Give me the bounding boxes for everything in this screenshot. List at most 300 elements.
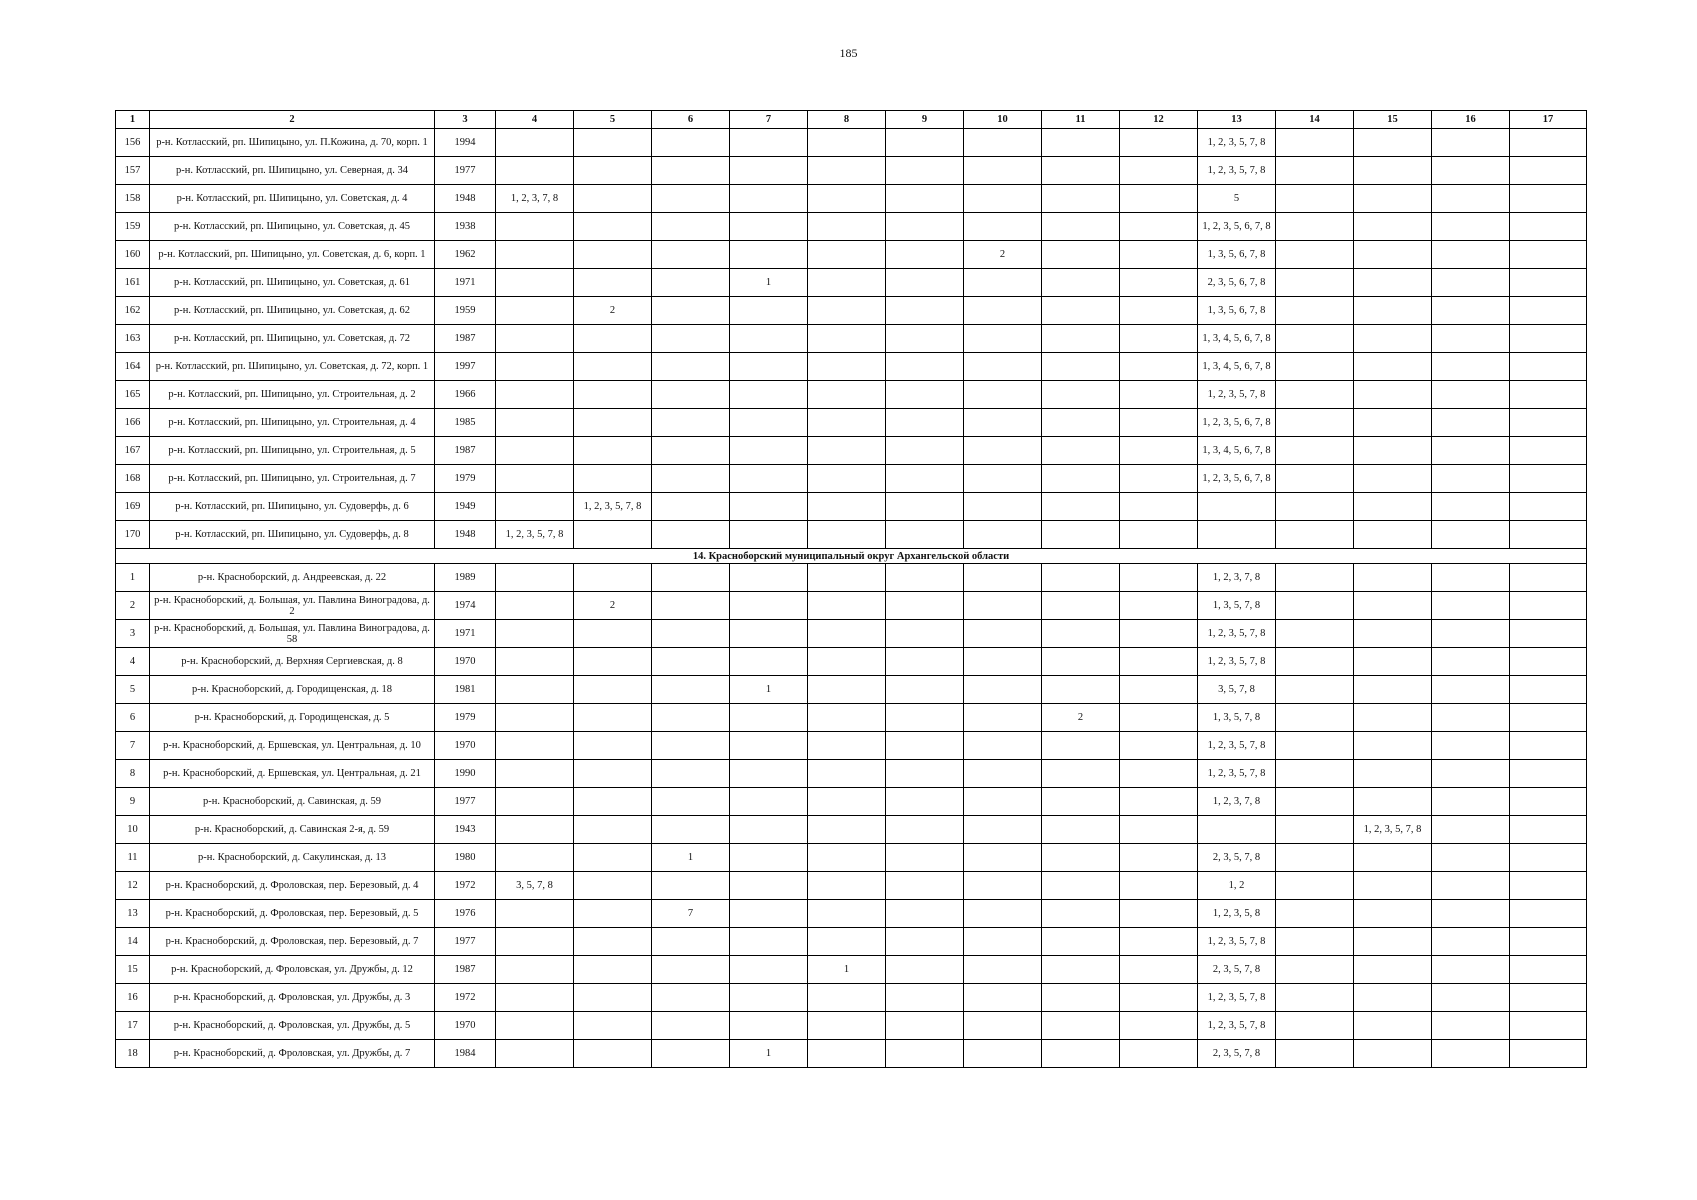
table-cell bbox=[1510, 648, 1587, 676]
table-cell bbox=[1276, 760, 1354, 788]
address-cell: р-н. Котласский, рп. Шипицыно, ул. Строительная, д. 2 bbox=[150, 381, 435, 409]
table-cell bbox=[1120, 521, 1198, 549]
table-cell bbox=[1042, 465, 1120, 493]
year-cell: 1938 bbox=[435, 213, 496, 241]
table-cell bbox=[1510, 157, 1587, 185]
table-cell bbox=[1432, 129, 1510, 157]
table-cell bbox=[496, 325, 574, 353]
row-number: 170 bbox=[116, 521, 150, 549]
table-cell bbox=[808, 648, 886, 676]
table-cell bbox=[1432, 564, 1510, 592]
row-number: 169 bbox=[116, 493, 150, 521]
table-cell bbox=[1120, 157, 1198, 185]
table-cell bbox=[730, 872, 808, 900]
table-cell bbox=[574, 984, 652, 1012]
table-cell bbox=[1042, 676, 1120, 704]
table-cell bbox=[1432, 872, 1510, 900]
table-cell bbox=[886, 325, 964, 353]
year-cell: 1980 bbox=[435, 844, 496, 872]
table-cell bbox=[1120, 185, 1198, 213]
table-cell bbox=[496, 129, 574, 157]
table-cell bbox=[730, 241, 808, 269]
table-cell bbox=[808, 704, 886, 732]
table-cell bbox=[652, 381, 730, 409]
data-table bbox=[115, 110, 1587, 1068]
table-cell bbox=[808, 157, 886, 185]
table-cell bbox=[1510, 900, 1587, 928]
table-cell bbox=[808, 1040, 886, 1068]
table-row bbox=[116, 185, 1587, 213]
table-cell bbox=[496, 928, 574, 956]
table-cell bbox=[1042, 1012, 1120, 1040]
table-cell bbox=[652, 409, 730, 437]
column-header: 12 bbox=[1120, 111, 1198, 129]
table-cell bbox=[652, 325, 730, 353]
table-cell bbox=[1120, 325, 1198, 353]
table-cell bbox=[574, 325, 652, 353]
row-number: 5 bbox=[116, 676, 150, 704]
table-cell: 1, 2, 3, 5, 8 bbox=[1198, 900, 1276, 928]
table-cell: 1, 3, 5, 7, 8 bbox=[1198, 592, 1276, 620]
table-row bbox=[116, 157, 1587, 185]
table-cell: 1, 2, 3, 5, 7, 8 bbox=[1198, 1012, 1276, 1040]
table-cell bbox=[496, 648, 574, 676]
table-cell bbox=[1120, 437, 1198, 465]
table-cell bbox=[886, 928, 964, 956]
column-header: 15 bbox=[1354, 111, 1432, 129]
table-cell bbox=[1510, 493, 1587, 521]
table-cell bbox=[574, 353, 652, 381]
table-cell bbox=[730, 1012, 808, 1040]
table-cell bbox=[496, 297, 574, 325]
table-cell bbox=[1432, 984, 1510, 1012]
table-cell bbox=[496, 956, 574, 984]
table-cell: 2 bbox=[964, 241, 1042, 269]
table-cell bbox=[1120, 592, 1198, 620]
table-cell bbox=[574, 928, 652, 956]
table-cell bbox=[1276, 872, 1354, 900]
table-cell bbox=[1510, 185, 1587, 213]
table-cell bbox=[1510, 872, 1587, 900]
table-cell bbox=[1432, 465, 1510, 493]
table-cell bbox=[808, 564, 886, 592]
row-number: 10 bbox=[116, 816, 150, 844]
table-cell bbox=[1042, 732, 1120, 760]
table-cell bbox=[652, 213, 730, 241]
year-cell: 1989 bbox=[435, 564, 496, 592]
table-cell: 3, 5, 7, 8 bbox=[1198, 676, 1276, 704]
year-cell: 1972 bbox=[435, 984, 496, 1012]
table-cell bbox=[1432, 956, 1510, 984]
table-cell bbox=[1198, 493, 1276, 521]
table-cell bbox=[1276, 297, 1354, 325]
table-cell bbox=[496, 1040, 574, 1068]
table-cell bbox=[964, 648, 1042, 676]
year-cell: 1966 bbox=[435, 381, 496, 409]
table-cell bbox=[1354, 956, 1432, 984]
table-cell bbox=[496, 493, 574, 521]
table-cell: 1, 2, 3, 5, 6, 7, 8 bbox=[1198, 213, 1276, 241]
table-cell bbox=[730, 788, 808, 816]
table-cell bbox=[1120, 788, 1198, 816]
table-cell bbox=[1042, 353, 1120, 381]
address-cell: р-н. Котласский, рп. Шипицыно, ул. Северная, д. 34 bbox=[150, 157, 435, 185]
year-cell: 1977 bbox=[435, 157, 496, 185]
table-cell bbox=[1432, 620, 1510, 648]
table-cell bbox=[1432, 928, 1510, 956]
table-cell bbox=[1120, 353, 1198, 381]
table-row bbox=[116, 900, 1587, 928]
table-cell bbox=[730, 325, 808, 353]
table-cell bbox=[1276, 676, 1354, 704]
table-cell bbox=[1276, 381, 1354, 409]
table-cell bbox=[1042, 437, 1120, 465]
table-cell bbox=[652, 564, 730, 592]
table-cell: 1, 3, 4, 5, 6, 7, 8 bbox=[1198, 353, 1276, 381]
table-row bbox=[116, 984, 1587, 1012]
table-cell bbox=[574, 760, 652, 788]
table-cell bbox=[1276, 409, 1354, 437]
year-cell: 1971 bbox=[435, 620, 496, 648]
table-cell bbox=[730, 760, 808, 788]
year-cell: 1974 bbox=[435, 592, 496, 620]
table-cell bbox=[1510, 620, 1587, 648]
year-cell: 1990 bbox=[435, 760, 496, 788]
row-number: 3 bbox=[116, 620, 150, 648]
table-cell bbox=[1042, 269, 1120, 297]
table-cell: 1, 2, 3, 5, 7, 8 bbox=[1198, 648, 1276, 676]
table-cell bbox=[1042, 592, 1120, 620]
year-cell: 1970 bbox=[435, 1012, 496, 1040]
table-cell bbox=[1510, 437, 1587, 465]
row-number: 165 bbox=[116, 381, 150, 409]
table-row bbox=[116, 956, 1587, 984]
table-cell bbox=[496, 269, 574, 297]
table-row bbox=[116, 1012, 1587, 1040]
table-cell: 1, 2, 3, 5, 7, 8 bbox=[1198, 732, 1276, 760]
table-cell bbox=[1510, 816, 1587, 844]
table-cell bbox=[1198, 521, 1276, 549]
table-cell bbox=[1042, 381, 1120, 409]
table-cell bbox=[1510, 928, 1587, 956]
table-cell bbox=[574, 956, 652, 984]
table-cell bbox=[1510, 465, 1587, 493]
row-number: 1 bbox=[116, 564, 150, 592]
table-cell bbox=[1354, 409, 1432, 437]
address-cell: р-н. Красноборский, д. Фроловская, пер. Березовый, д. 4 bbox=[150, 872, 435, 900]
table-cell: 1, 2, 3, 7, 8 bbox=[496, 185, 574, 213]
address-cell: р-н. Красноборский, д. Фроловская, ул. Дружбы, д. 7 bbox=[150, 1040, 435, 1068]
table-cell bbox=[652, 353, 730, 381]
table-cell bbox=[496, 732, 574, 760]
year-cell: 1981 bbox=[435, 676, 496, 704]
row-number: 8 bbox=[116, 760, 150, 788]
table-cell bbox=[730, 984, 808, 1012]
table-cell bbox=[1354, 157, 1432, 185]
table-cell bbox=[964, 437, 1042, 465]
table-cell bbox=[886, 269, 964, 297]
table-body bbox=[116, 129, 1587, 1068]
address-cell: р-н. Котласский, рп. Шипицыно, ул. Советская, д. 45 bbox=[150, 213, 435, 241]
table-cell bbox=[964, 185, 1042, 213]
table-cell: 1, 2, 3, 7, 8 bbox=[1198, 564, 1276, 592]
table-cell: 1, 2, 3, 5, 7, 8 bbox=[1198, 157, 1276, 185]
table-cell bbox=[574, 564, 652, 592]
table-cell bbox=[1432, 325, 1510, 353]
table-cell bbox=[808, 353, 886, 381]
table-cell bbox=[964, 928, 1042, 956]
table-cell bbox=[730, 648, 808, 676]
table-cell bbox=[886, 241, 964, 269]
table-cell bbox=[808, 788, 886, 816]
table-cell bbox=[886, 213, 964, 241]
table-cell bbox=[886, 704, 964, 732]
table-cell bbox=[1432, 381, 1510, 409]
year-cell: 1985 bbox=[435, 409, 496, 437]
table-cell bbox=[730, 521, 808, 549]
table-cell bbox=[1432, 157, 1510, 185]
table-cell bbox=[1510, 381, 1587, 409]
table-cell bbox=[1354, 241, 1432, 269]
table-cell bbox=[964, 213, 1042, 241]
table-cell bbox=[1276, 129, 1354, 157]
table-cell bbox=[1276, 928, 1354, 956]
table-cell bbox=[1276, 1012, 1354, 1040]
table-cell bbox=[886, 129, 964, 157]
table-cell bbox=[886, 564, 964, 592]
table-cell bbox=[730, 844, 808, 872]
section-title: 14. Красноборский муниципальный округ Архангельской области bbox=[116, 549, 1587, 564]
table-cell: 2 bbox=[574, 297, 652, 325]
table-cell: 1, 3, 4, 5, 6, 7, 8 bbox=[1198, 325, 1276, 353]
table-cell bbox=[496, 676, 574, 704]
address-cell: р-н. Красноборский, д. Савинская 2-я, д. 59 bbox=[150, 816, 435, 844]
table-row bbox=[116, 872, 1587, 900]
table-cell bbox=[730, 493, 808, 521]
address-cell: р-н. Красноборский, д. Савинская, д. 59 bbox=[150, 788, 435, 816]
table-row bbox=[116, 297, 1587, 325]
table-cell bbox=[964, 493, 1042, 521]
table-cell bbox=[496, 816, 574, 844]
table-cell bbox=[964, 592, 1042, 620]
table-cell bbox=[1042, 129, 1120, 157]
year-cell: 1977 bbox=[435, 788, 496, 816]
table-cell bbox=[808, 1012, 886, 1040]
table-cell bbox=[808, 297, 886, 325]
table-cell bbox=[652, 704, 730, 732]
table-cell bbox=[574, 241, 652, 269]
table-cell bbox=[730, 353, 808, 381]
table-cell bbox=[1432, 704, 1510, 732]
year-cell: 1997 bbox=[435, 353, 496, 381]
table-row bbox=[116, 353, 1587, 381]
table-cell bbox=[1120, 984, 1198, 1012]
row-number: 163 bbox=[116, 325, 150, 353]
address-cell: р-н. Красноборский, д. Андреевская, д. 22 bbox=[150, 564, 435, 592]
table-cell bbox=[1120, 129, 1198, 157]
table-cell bbox=[1354, 381, 1432, 409]
header-row bbox=[116, 111, 1587, 129]
table-cell bbox=[964, 956, 1042, 984]
table-cell: 1, 2, 3, 5, 7, 8 bbox=[1198, 620, 1276, 648]
table-cell bbox=[886, 465, 964, 493]
address-cell: р-н. Красноборский, д. Сакулинская, д. 13 bbox=[150, 844, 435, 872]
table-row bbox=[116, 928, 1587, 956]
table-cell bbox=[1120, 465, 1198, 493]
table-cell bbox=[496, 353, 574, 381]
table-cell bbox=[1354, 297, 1432, 325]
row-number: 16 bbox=[116, 984, 150, 1012]
table-cell bbox=[808, 844, 886, 872]
table-cell bbox=[1432, 437, 1510, 465]
table-cell bbox=[964, 676, 1042, 704]
table-cell bbox=[808, 676, 886, 704]
row-number: 12 bbox=[116, 872, 150, 900]
table-cell bbox=[496, 564, 574, 592]
table-cell bbox=[964, 465, 1042, 493]
table-cell bbox=[1042, 816, 1120, 844]
table-cell bbox=[1120, 732, 1198, 760]
table-cell: 2 bbox=[574, 592, 652, 620]
table-cell: 1 bbox=[730, 676, 808, 704]
table-cell bbox=[808, 984, 886, 1012]
table-cell bbox=[496, 592, 574, 620]
table-cell bbox=[652, 521, 730, 549]
column-header: 16 bbox=[1432, 111, 1510, 129]
table-cell bbox=[808, 325, 886, 353]
table-cell bbox=[652, 816, 730, 844]
address-cell: р-н. Красноборский, д. Большая, ул. Павлина Виноградова, д. 2 bbox=[150, 592, 435, 620]
table-cell bbox=[1354, 493, 1432, 521]
table-cell bbox=[1042, 493, 1120, 521]
table-cell bbox=[496, 1012, 574, 1040]
table-cell: 1, 3, 5, 6, 7, 8 bbox=[1198, 241, 1276, 269]
table-cell bbox=[1510, 564, 1587, 592]
column-header: 6 bbox=[652, 111, 730, 129]
table-cell bbox=[1432, 648, 1510, 676]
table-cell bbox=[730, 157, 808, 185]
table-cell bbox=[808, 269, 886, 297]
row-number: 159 bbox=[116, 213, 150, 241]
table-cell bbox=[496, 900, 574, 928]
column-header: 13 bbox=[1198, 111, 1276, 129]
table-row bbox=[116, 676, 1587, 704]
table-cell bbox=[1354, 564, 1432, 592]
table-cell bbox=[1042, 620, 1120, 648]
table-cell bbox=[574, 185, 652, 213]
year-cell: 1943 bbox=[435, 816, 496, 844]
table-cell: 1, 2, 3, 5, 7, 8 bbox=[1354, 816, 1432, 844]
table-cell bbox=[1042, 564, 1120, 592]
table-cell: 1, 3, 4, 5, 6, 7, 8 bbox=[1198, 437, 1276, 465]
table-cell bbox=[964, 564, 1042, 592]
table-cell bbox=[652, 620, 730, 648]
year-cell: 1987 bbox=[435, 325, 496, 353]
table-cell bbox=[1120, 648, 1198, 676]
address-cell: р-н. Красноборский, д. Ершевская, ул. Центральная, д. 10 bbox=[150, 732, 435, 760]
address-cell: р-н. Красноборский, д. Фроловская, пер. Березовый, д. 7 bbox=[150, 928, 435, 956]
table-cell: 2, 3, 5, 7, 8 bbox=[1198, 956, 1276, 984]
address-cell: р-н. Котласский, рп. Шипицыно, ул. Строительная, д. 7 bbox=[150, 465, 435, 493]
table-cell: 3, 5, 7, 8 bbox=[496, 872, 574, 900]
table-cell bbox=[1510, 241, 1587, 269]
table-cell bbox=[1276, 465, 1354, 493]
table-cell bbox=[1510, 213, 1587, 241]
table-cell bbox=[1510, 521, 1587, 549]
table-cell: 1 bbox=[730, 269, 808, 297]
page-number: 185 bbox=[839, 46, 858, 60]
table-cell bbox=[652, 1012, 730, 1040]
table-cell bbox=[652, 592, 730, 620]
table-cell bbox=[1432, 353, 1510, 381]
table-cell bbox=[574, 1040, 652, 1068]
table-cell bbox=[1354, 129, 1432, 157]
table-cell bbox=[730, 129, 808, 157]
table-cell bbox=[808, 592, 886, 620]
table-cell bbox=[1120, 956, 1198, 984]
table-cell bbox=[1120, 564, 1198, 592]
table-cell bbox=[574, 409, 652, 437]
table-cell bbox=[964, 129, 1042, 157]
row-number: 158 bbox=[116, 185, 150, 213]
column-header: 5 bbox=[574, 111, 652, 129]
table-cell bbox=[730, 956, 808, 984]
address-cell: р-н. Котласский, рп. Шипицыно, ул. Советская, д. 72 bbox=[150, 325, 435, 353]
row-number: 167 bbox=[116, 437, 150, 465]
table-cell bbox=[496, 241, 574, 269]
table-cell bbox=[1042, 760, 1120, 788]
table-cell bbox=[574, 816, 652, 844]
table-cell bbox=[1432, 493, 1510, 521]
table-cell bbox=[1276, 816, 1354, 844]
table-cell bbox=[1120, 760, 1198, 788]
table-row bbox=[116, 381, 1587, 409]
table-cell bbox=[1276, 648, 1354, 676]
table-cell bbox=[1120, 928, 1198, 956]
year-cell: 1979 bbox=[435, 704, 496, 732]
table-cell bbox=[496, 213, 574, 241]
table-cell bbox=[1354, 928, 1432, 956]
table-cell bbox=[1042, 872, 1120, 900]
table-cell bbox=[1276, 325, 1354, 353]
table-cell bbox=[964, 521, 1042, 549]
table-cell bbox=[964, 788, 1042, 816]
table-cell bbox=[1354, 676, 1432, 704]
year-cell: 1984 bbox=[435, 1040, 496, 1068]
table-cell bbox=[496, 788, 574, 816]
table-cell bbox=[1510, 1040, 1587, 1068]
table-cell bbox=[1276, 732, 1354, 760]
table-cell: 1, 2, 3, 5, 7, 8 bbox=[1198, 928, 1276, 956]
column-header: 4 bbox=[496, 111, 574, 129]
row-number: 161 bbox=[116, 269, 150, 297]
year-cell: 1994 bbox=[435, 129, 496, 157]
table-cell bbox=[964, 325, 1042, 353]
table-cell bbox=[1432, 732, 1510, 760]
table-cell bbox=[964, 704, 1042, 732]
table-cell: 5 bbox=[1198, 185, 1276, 213]
table-cell bbox=[730, 928, 808, 956]
table-cell bbox=[1120, 241, 1198, 269]
table-row bbox=[116, 816, 1587, 844]
table-cell bbox=[808, 465, 886, 493]
address-cell: р-н. Котласский, рп. Шипицыно, ул. Советская, д. 62 bbox=[150, 297, 435, 325]
table-cell bbox=[574, 704, 652, 732]
row-number: 156 bbox=[116, 129, 150, 157]
year-cell: 1949 bbox=[435, 493, 496, 521]
table-cell bbox=[730, 620, 808, 648]
row-number: 17 bbox=[116, 1012, 150, 1040]
